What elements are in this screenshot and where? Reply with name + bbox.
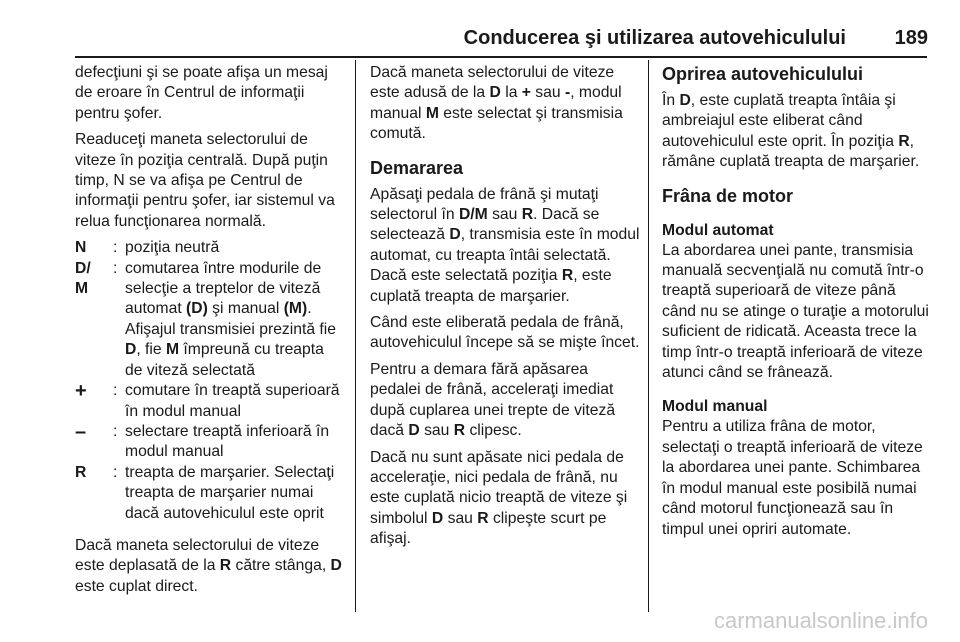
- watermark: carmanualsonline.info: [713, 608, 928, 633]
- paragraph: Dacă nu sunt apăsate nici pedala de acceleraţie, nici pedala de frână, nu este cuplată nicio treaptă de viteze şi simbolul D sau R clipeşte scurt pe afişaj.: [370, 448, 628, 548]
- column-1: [75, 63, 345, 603]
- subsection-heading: Modul automat: [662, 221, 774, 239]
- column-divider: [355, 60, 356, 612]
- legend-text: selectare treaptă inferioară în modul manual: [125, 422, 330, 461]
- column-3: [662, 63, 930, 546]
- paragraph: Apăsaţi pedala de frână şi mutaţi selectorul în D/M sau R. Dacă se selectează D, transmisia este în modul automat, cu treapta întâi selectată. Dacă este selectată poziţia R, este cuplată treapta de marşarier.: [370, 185, 640, 305]
- gear-legend: [75, 238, 345, 524]
- legend-row: N : poziţia neutră: [75, 238, 345, 258]
- legend-row: + : comutare în treaptă superioară în modul manual: [75, 381, 345, 422]
- section-heading: Demararea: [370, 157, 464, 178]
- page-header: [0, 0, 960, 60]
- legend-row: D/ M : comutarea între modurile de selecţie a treptelor de viteză automat (D) şi manual (M). Afişajul transmisiei prezintă fie D, fie M împreună cu treapta de viteză selectată: [75, 259, 345, 381]
- column-2: [370, 63, 640, 556]
- legend-key: R: [75, 463, 87, 481]
- paragraph: În D, este cuplată treapta întâia şi ambreiajul este eliberat când autovehiculul este oprit. În poziţia R, rămâne cuplată treapta de marşarier.: [662, 92, 920, 171]
- section-heading: Frâna de motor: [662, 185, 794, 206]
- column-divider: [648, 60, 649, 612]
- paragraph: Când este eliberată pedala de frână, autovehiculul începe să se mişte încet.: [370, 314, 640, 352]
- paragraph: Pentru a utiliza frâna de motor, selectaţi o treaptă inferioară de viteze la abordarea unei pante. Schimbarea în modul manual este posibilă numai când motorul funcţionează sau în timpul unei opriri automate.: [662, 418, 923, 538]
- legend-key: +: [75, 380, 87, 403]
- legend-key: N: [75, 239, 87, 257]
- legend-row: – : selectare treaptă inferioară în modul manual: [75, 422, 345, 463]
- paragraph: defecţiuni şi se poate afişa un mesaj de eroare în Centrul de informaţii pentru şofer.: [75, 64, 328, 122]
- legend-key: D/ M: [75, 259, 91, 298]
- section-heading: Oprirea autovehiculului: [662, 64, 864, 84]
- legend-text: comutarea între modurile de selecţie a treptelor de viteză automat (D) şi manual (M). Afişajul transmisiei prezintă fie D, fie M împreună cu treapta de viteză selectată: [125, 259, 336, 379]
- paragraph: Dacă maneta selectorului de viteze este adusă de la D la + sau -, modul manual M este selectat şi transmisia comută.: [370, 64, 623, 143]
- paragraph: Readuceţi maneta selectorului de viteze în poziţia centrală. După puţin timp, N se va afişa pe Centrul de informaţii pentru şofer, iar sistemul va relua funcţionarea normală.: [75, 131, 335, 230]
- paragraph: Dacă maneta selectorului de viteze este deplasată de la R către stânga, D este cuplat direct.: [75, 536, 342, 595]
- header-title: Conducerea şi utilizarea autovehiculului: [463, 27, 846, 49]
- legend-text: comutare în treaptă superioară în modul manual: [125, 382, 340, 420]
- legend-text: treapta de marşarier. Selectaţi treapta de marşarier numai dacă autovehiculul este oprit: [125, 463, 335, 522]
- paragraph: La abordarea unei pante, transmisia manuală secvenţială nu comută într-o treaptă superioară de viteze până când nu se atinge o turaţie a motorului suficient de ridicată. Aceasta trece la timp într-o treaptă inferioară de viteze atunci când se frânează.: [662, 241, 929, 382]
- legend-key: –: [75, 420, 87, 443]
- legend-row: R : treapta de marşarier. Selectaţi treapta de marşarier numai dacă autovehiculul este oprit: [75, 463, 345, 524]
- page-number: 189: [894, 27, 928, 49]
- legend-text: poziţia neutră: [125, 239, 220, 257]
- paragraph: Pentru a demara fără apăsarea pedalei de frână, acceleraţi imediat după cuplarea unei trepte de viteză dacă D sau R clipesc.: [370, 360, 616, 440]
- header-rule: [75, 56, 927, 58]
- subsection-heading: Modul manual: [662, 398, 768, 416]
